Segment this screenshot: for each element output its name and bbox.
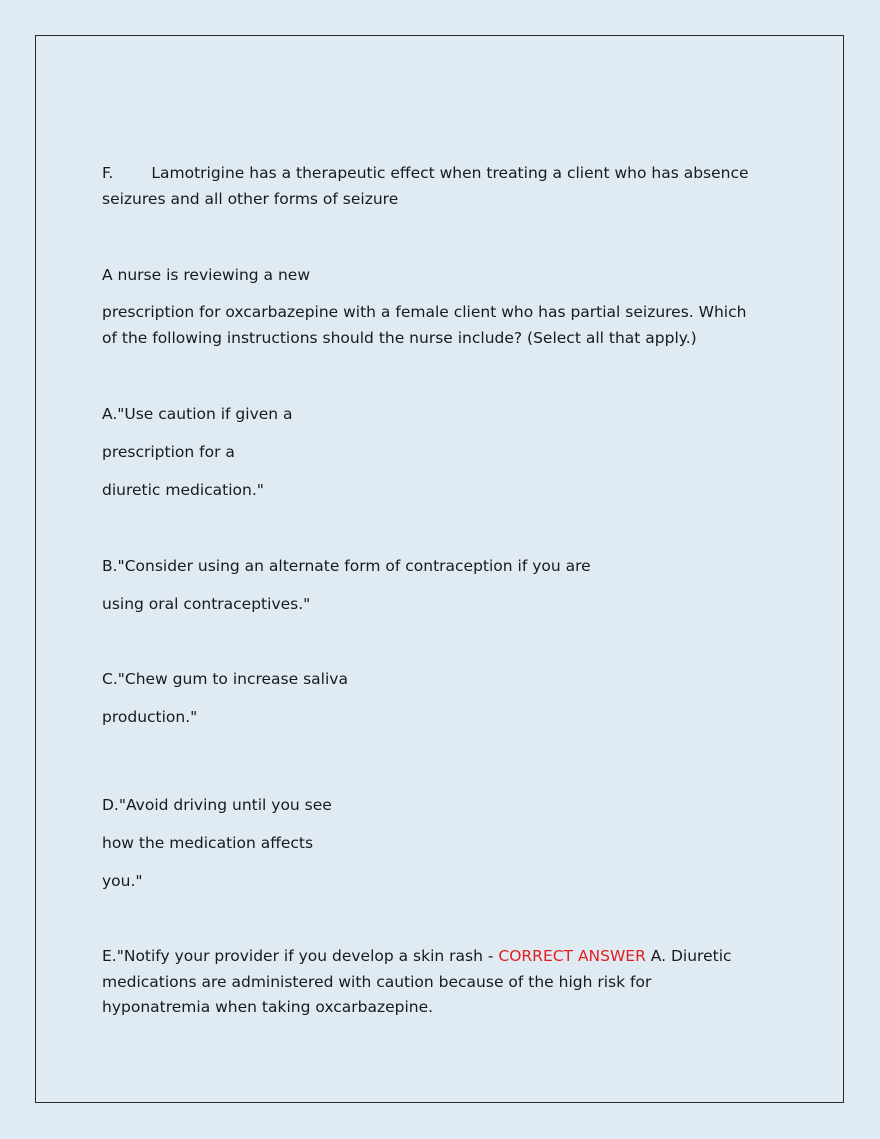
option-a-line-1: A."Use caution if given a [102,405,293,423]
option-d-line-3: you." [102,872,143,890]
option-c-line-2: production." [102,708,198,726]
option-b-line-2: using oral contraceptives." [102,595,311,613]
statement-f-letter: F. [102,164,114,182]
option-c-line-1: C."Chew gum to increase saliva [102,670,348,688]
option-e-with-answer [102,944,762,1021]
option-d-line-1: D."Avoid driving until you see [102,796,332,814]
statement-f-text: Lamotrigine has a therapeutic effect when treating a client who has absence seizures and all other forms of seizure [102,164,749,208]
option-a-line-2: prescription for a [102,443,235,461]
option-a-line-3: diuretic medication." [102,481,264,499]
option-e-text: E."Notify your provider if you develop a skin rash - [102,947,499,965]
correct-answer-label: CORRECT ANSWER [498,947,646,965]
statement-f [102,161,762,212]
answer-rationale: A. Diuretic medications are administered with caution because of the high risk for hyponatremia when taking oxcarbazepine. [102,947,732,1016]
question-line-1: A nurse is reviewing a new [102,266,311,284]
option-d-line-2: how the medication affects [102,834,314,852]
question-line-2: prescription for oxcarbazepine with a female client who has partial seizures. Which of the following instructions should the nurse include? (Select all that apply.) [102,303,747,347]
option-b-line-1: B."Consider using an alternate form of contraception if you are [102,557,591,575]
